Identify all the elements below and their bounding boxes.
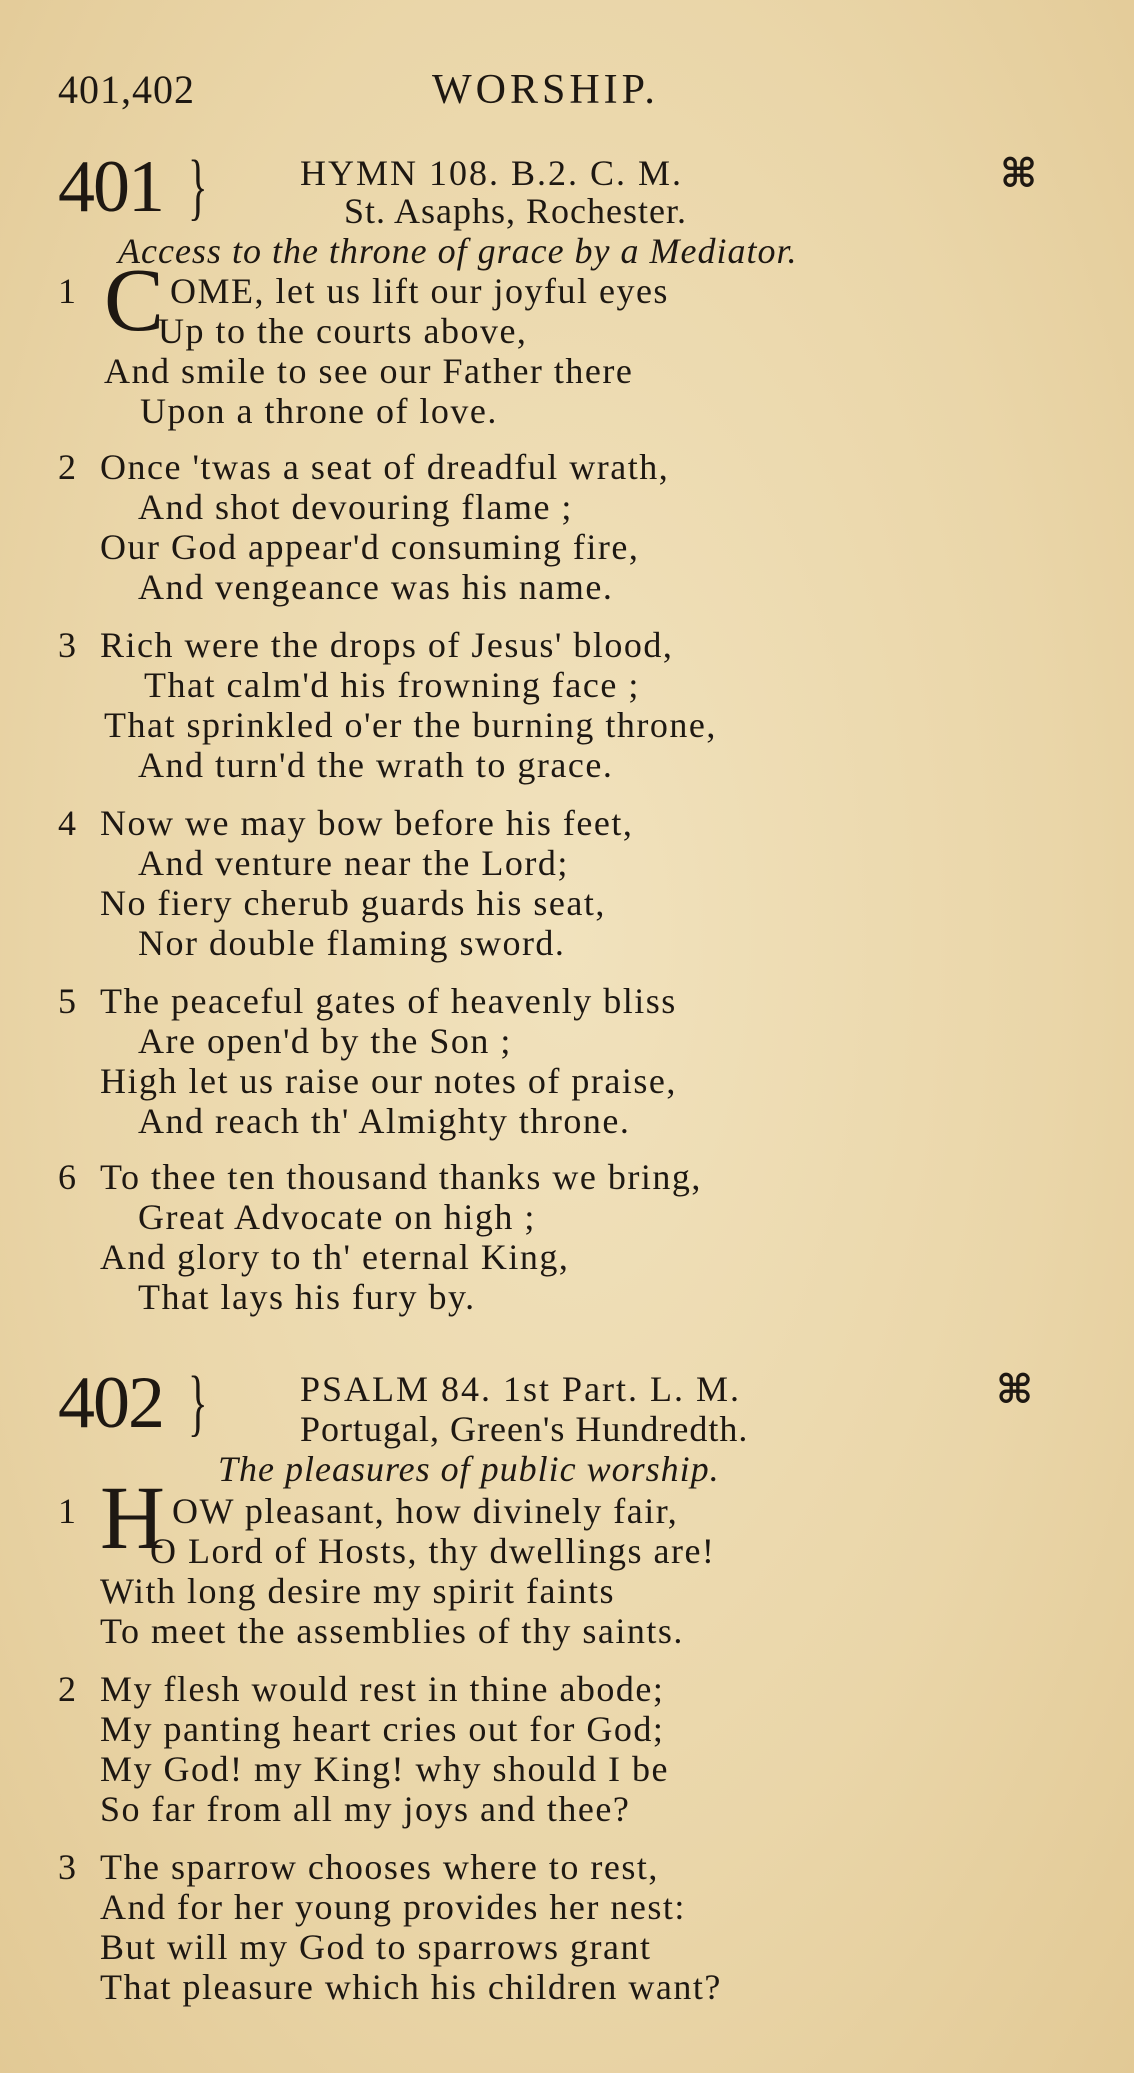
verse-line: Now we may bow before his feet, bbox=[100, 803, 634, 843]
verse-line: OW pleasant, how divinely fair, bbox=[172, 1491, 679, 1531]
verse-line: And smile to see our Father there bbox=[104, 351, 634, 391]
drop-cap: C bbox=[104, 251, 165, 350]
verse-line: My God! my King! why should I be bbox=[100, 1749, 669, 1789]
verse-line: Nor double flaming sword. bbox=[138, 923, 566, 963]
verse-line: And vengeance was his name. bbox=[138, 567, 614, 607]
verse-line: Upon a throne of love. bbox=[140, 391, 498, 431]
verse-number: 2 bbox=[58, 447, 76, 487]
verse-line: That lays his fury by. bbox=[138, 1277, 476, 1317]
brace-401: } bbox=[188, 146, 208, 228]
hymn-number-402: 402 bbox=[58, 1362, 163, 1444]
verse-line: My flesh would rest in thine abode; bbox=[100, 1669, 665, 1709]
hymn-401-tunes: St. Asaphs, Rochester. bbox=[344, 191, 687, 231]
page-numbers: 401,402 bbox=[58, 67, 195, 112]
drop-cap: H bbox=[100, 1469, 165, 1568]
verse-line: And shot devouring flame ; bbox=[138, 487, 573, 527]
verse-number: 3 bbox=[58, 1847, 76, 1887]
verse-line: And turn'd the wrath to grace. bbox=[138, 745, 614, 785]
verse-line: That sprinkled o'er the burning throne, bbox=[104, 705, 717, 745]
hymn-402-meta: PSALM 84. 1st Part. L. M. bbox=[300, 1369, 742, 1409]
verse-number: 6 bbox=[58, 1157, 76, 1197]
verse-number: 1 bbox=[58, 1491, 76, 1531]
verse-line: Are open'd by the Son ; bbox=[138, 1021, 512, 1061]
verse-line: And reach th' Almighty throne. bbox=[138, 1101, 631, 1141]
verse-line: With long desire my spirit faints bbox=[100, 1571, 615, 1611]
verse-line: And for her young provides her nest: bbox=[100, 1887, 686, 1927]
verse-line: And glory to th' eternal King, bbox=[100, 1237, 570, 1277]
verse-number: 3 bbox=[58, 625, 76, 665]
verse-line: The sparrow chooses where to rest, bbox=[100, 1847, 659, 1887]
verse-line: No fiery cherub guards his seat, bbox=[100, 883, 606, 923]
verse-line: Once 'twas a seat of dreadful wrath, bbox=[100, 447, 670, 487]
verse-number: 5 bbox=[58, 981, 76, 1021]
verse-line: To thee ten thousand thanks we bring, bbox=[100, 1157, 702, 1197]
verse-line: Rich were the drops of Jesus' blood, bbox=[100, 625, 674, 665]
verse-line: So far from all my joys and thee? bbox=[100, 1789, 631, 1829]
running-title: WORSHIP. bbox=[432, 67, 659, 113]
verse-line: Up to the courts above, bbox=[158, 311, 528, 351]
verse-line: My panting heart cries out for God; bbox=[100, 1709, 665, 1749]
verse-number: 4 bbox=[58, 803, 76, 843]
verse-line: But will my God to sparrows grant bbox=[100, 1927, 652, 1967]
verse-line: High let us raise our notes of praise, bbox=[100, 1061, 677, 1101]
verse-number: 2 bbox=[58, 1669, 76, 1709]
verse-number: 1 bbox=[58, 271, 76, 311]
section-mark-402: ⌘ bbox=[996, 1367, 1034, 1412]
verse-line: To meet the assemblies of thy saints. bbox=[100, 1611, 684, 1651]
verse-line: OME, let us lift our joyful eyes bbox=[170, 271, 669, 311]
verse-line: The peaceful gates of heavenly bliss bbox=[100, 981, 677, 1021]
hymn-402-subtitle: The pleasures of public worship. bbox=[218, 1449, 720, 1489]
verse-line: Great Advocate on high ; bbox=[138, 1197, 536, 1237]
brace-402: } bbox=[188, 1362, 208, 1444]
verse-line: O Lord of Hosts, thy dwellings are! bbox=[150, 1531, 716, 1571]
verse-line: That pleasure which his children want? bbox=[100, 1967, 722, 2007]
section-mark-401: ⌘ bbox=[1000, 151, 1038, 196]
verse-line: And venture near the Lord; bbox=[138, 843, 569, 883]
hymn-401-meta: HYMN 108. B.2. C. M. bbox=[300, 153, 684, 193]
hymn-401-subtitle: Access to the throne of grace by a Mediator. bbox=[118, 231, 798, 271]
hymn-number-401: 401 bbox=[58, 146, 163, 228]
verse-line: That calm'd his frowning face ; bbox=[144, 665, 640, 705]
hymn-402-tunes: Portugal, Green's Hundredth. bbox=[300, 1409, 749, 1449]
verse-line: Our God appear'd consuming fire, bbox=[100, 527, 640, 567]
